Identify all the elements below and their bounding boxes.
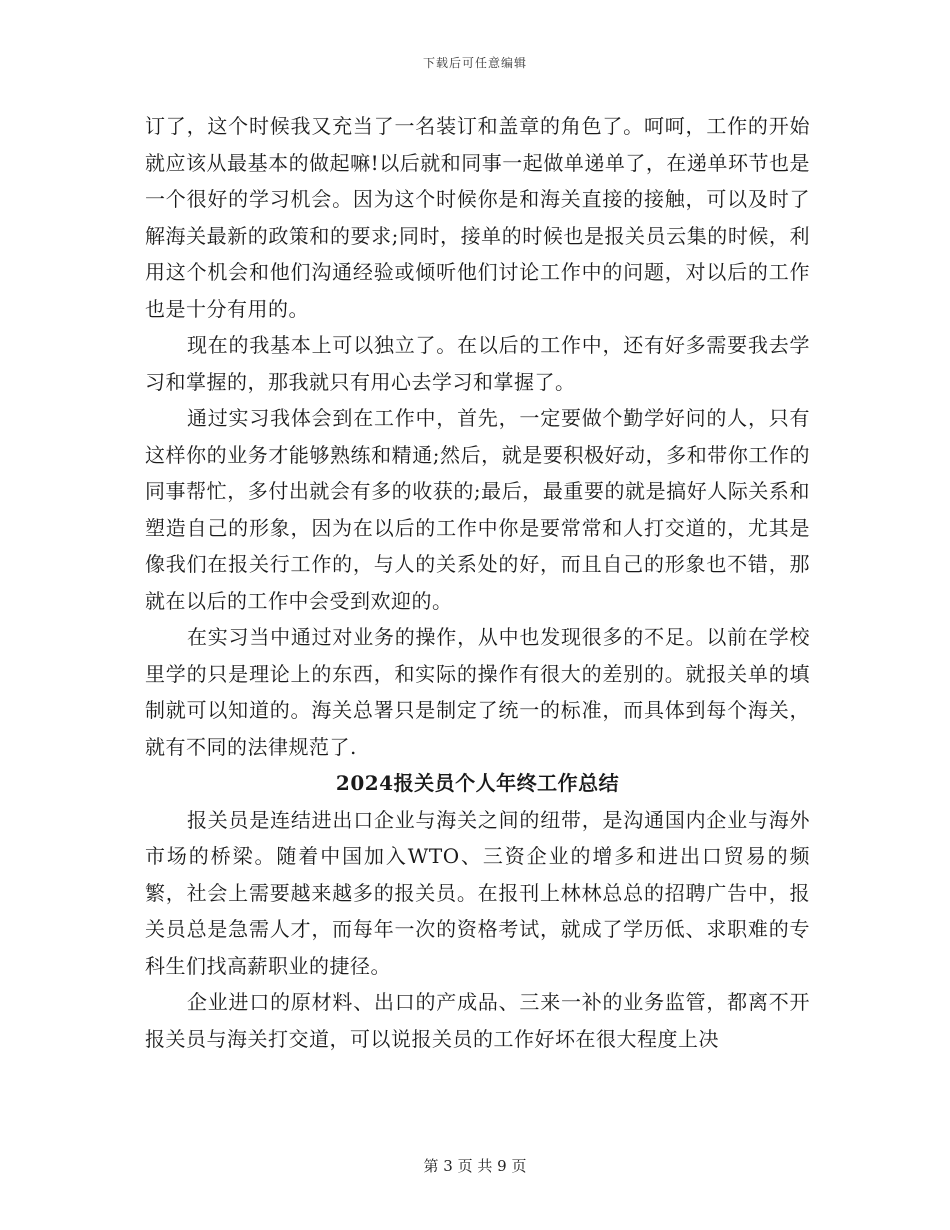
- paragraph-intro: 报关员是连结进出口企业与海关之间的纽带，是沟通国内企业与海外市场的桥梁。随着中国加入WTO、三资企业的增多和进出口贸易的频繁，社会上需要越来越多的报关员。在报刊上林林总总的招聘广告中，报关员总是急需人才，而每年一次的资格考试，就成了学历低、求职难的专科生们找高薪职业的捷径。: [145, 807, 810, 978]
- document-body: [145, 108, 810, 1057]
- page-footer: 第 3 页 共 9 页: [423, 1157, 527, 1175]
- paragraph-shortcomings: 在实习当中通过对业务的操作，从中也发现很多的不足。以前在学校里学的只是理论上的东西，和实际的操作有很大的差别的。就报关单的填制就可以知道的。海关总署只是制定了统一的标准，而具体到每个海关，就有不同的法律规范了.: [145, 625, 810, 759]
- section-title: 2024报关员个人年终工作总结: [335, 771, 620, 795]
- page-header: 下载后可任意编辑: [422, 56, 527, 70]
- paragraph-continuation: 订了，这个时候我又充当了一名装订和盖章的角色了。呵呵，工作的开始就应该从最基本的做起嘛!以后就和同事一起做单递单了，在递单环节也是一个很好的学习机会。因为这个时候你是和海关直接的接触，可以及时了解海关最新的政策和的要求;同时，接单的时候也是报关员云集的时候，利用这个机会和他们沟通经验或倾听他们讨论工作中的问题，对以后的工作也是十分有用的。: [145, 114, 810, 321]
- paragraph-lessons: 通过实习我体会到在工作中，首先，一定要做个勤学好问的人，只有这样你的业务才能够熟练和精通;然后，就是要积极好动，多和带你工作的同事帮忙，多付出就会有多的收获的;最后，最重要的就是搞好人际关系和塑造自己的形象，因为在以后的工作中你是要常常和人打交道的，尤其是像我们在报关行工作的，与人的关系处的好，而且自己的形象也不错，那就在以后的工作中会受到欢迎的。: [145, 406, 810, 613]
- paragraph-independent: 现在的我基本上可以独立了。在以后的工作中，还有好多需要我去学习和掌握的，那我就只有用心去学习和掌握了。: [145, 333, 810, 394]
- paragraph-business: 企业进口的原材料、出口的产成品、三来一补的业务监管，都离不开报关员与海关打交道，可以说报关员的工作好坏在很大程度上决: [145, 990, 810, 1051]
